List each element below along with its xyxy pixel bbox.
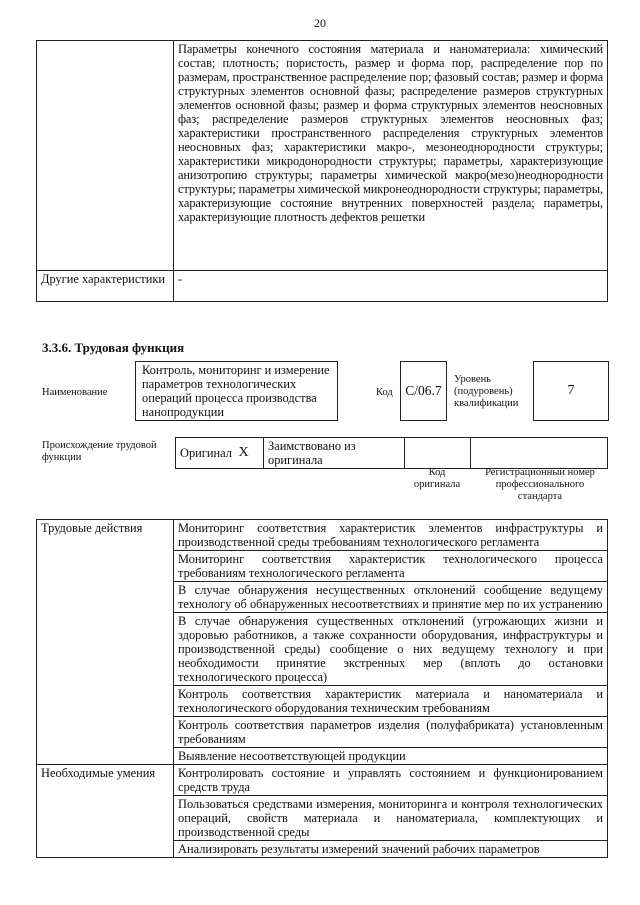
table-row: [37, 41, 608, 271]
top-table: [36, 40, 608, 302]
table-row: [37, 520, 608, 551]
original-code-cell: [405, 438, 471, 469]
origin-label: Происхождение трудовой функции: [42, 440, 157, 463]
code-box: [400, 361, 447, 421]
params-cell: Параметры конечного состояния материала и наноматериала: химический состав; плотность; пористость, размер и форма пор, распределение пор по размерам, пространственное распределение пор; фазовый состав; размер и форма структурных элементов основной фазы; распределение размеров структурных элементов основной фазы; размер и форма структурных элементов неосновных фаз; распределение размеров структурных элементов неосновных фаз; характеристики пространственного распределения структурных элементов неосновных фаз; характеристики макро-, мезонеоднородности структуры; характеристики микродонородности структуры; параметры, характеризующие анизотропию структуры; параметры химической макро(мезо)неоднородности структуры; параметры химической микронеоднородности структуры; параметры, характеризующие состояние внутренних поверхностей раздела; параметры, характеризующие плотность дефектов решетки: [174, 41, 608, 271]
name-value: Контроль, мониторинг и измерение параметров технологических операций процесса производства нанопродукции: [142, 363, 330, 419]
level-box: [533, 361, 609, 421]
action-item: В случае обнаружения существенных отклонений (угрожающих жизни и здоровью работников, а также сохранности оборудования, инфраструктуры и производственной среды) сообщение о них ведущему технологу и при необходимости принятие экстренных мер (вплоть до остановки технологического процесса): [174, 613, 608, 686]
empty-cell: [37, 41, 174, 271]
main-table: [36, 519, 608, 858]
section-title: 3.3.6. Трудовая функция: [42, 340, 185, 355]
action-item: Мониторинг соответствия характеристик элементов инфраструктуры и производственной среды требованиям технологического регламента: [174, 520, 608, 551]
reg-number-cell: [471, 438, 608, 469]
action-item: Мониторинг соответствия характеристик технологического процесса требованиям технологического регламента: [174, 551, 608, 582]
code-label: Код: [376, 387, 393, 398]
level-label: Уровень (подуровень) квалификации: [454, 374, 519, 409]
origin-table: [175, 437, 608, 469]
name-label: Наименование: [42, 387, 108, 398]
other-value: -: [174, 271, 608, 302]
code-value: C/06.7: [405, 383, 442, 398]
table-row: [37, 765, 608, 796]
borrowed-label: Заимствовано из оригинала: [264, 438, 405, 469]
skill-item: Контролировать состояние и управлять состоянием и функционированием средств труда: [174, 765, 608, 796]
action-item: Контроль соответствия параметров изделия (полуфабриката) установленным требованиям: [174, 717, 608, 748]
other-label: Другие характеристики: [37, 271, 174, 302]
action-item: Выявление несоответствующей продукции: [174, 748, 608, 765]
action-item: Контроль соответствия характеристик материала и наноматериала и технологического оборудования техническим требованиям: [174, 686, 608, 717]
code-caption: Код оригинала: [413, 467, 461, 490]
action-item: В случае обнаружения несущественных отклонений сообщение ведущему технологу об обнаруженных несоответствиях и принятие мер по их устранению: [174, 582, 608, 613]
skills-label: Необходимые умения: [37, 765, 174, 858]
page-number: 20: [314, 16, 326, 30]
original-label: Оригинал: [176, 438, 235, 469]
skill-item: Анализировать результаты измерений значений рабочих параметров: [174, 841, 608, 858]
reg-caption: Регистрационный номер профессионального стандарта: [485, 467, 595, 502]
level-value: 7: [567, 383, 575, 398]
original-mark: X: [235, 438, 264, 469]
table-row: [176, 438, 608, 469]
table-row: [37, 271, 608, 302]
name-box: [135, 361, 338, 421]
actions-label: Трудовые действия: [37, 520, 174, 765]
skill-item: Пользоваться средствами измерения, мониторинга и контроля технологических операций, свойств материала и наноматериала, комплектующих и производственной среды: [174, 796, 608, 841]
